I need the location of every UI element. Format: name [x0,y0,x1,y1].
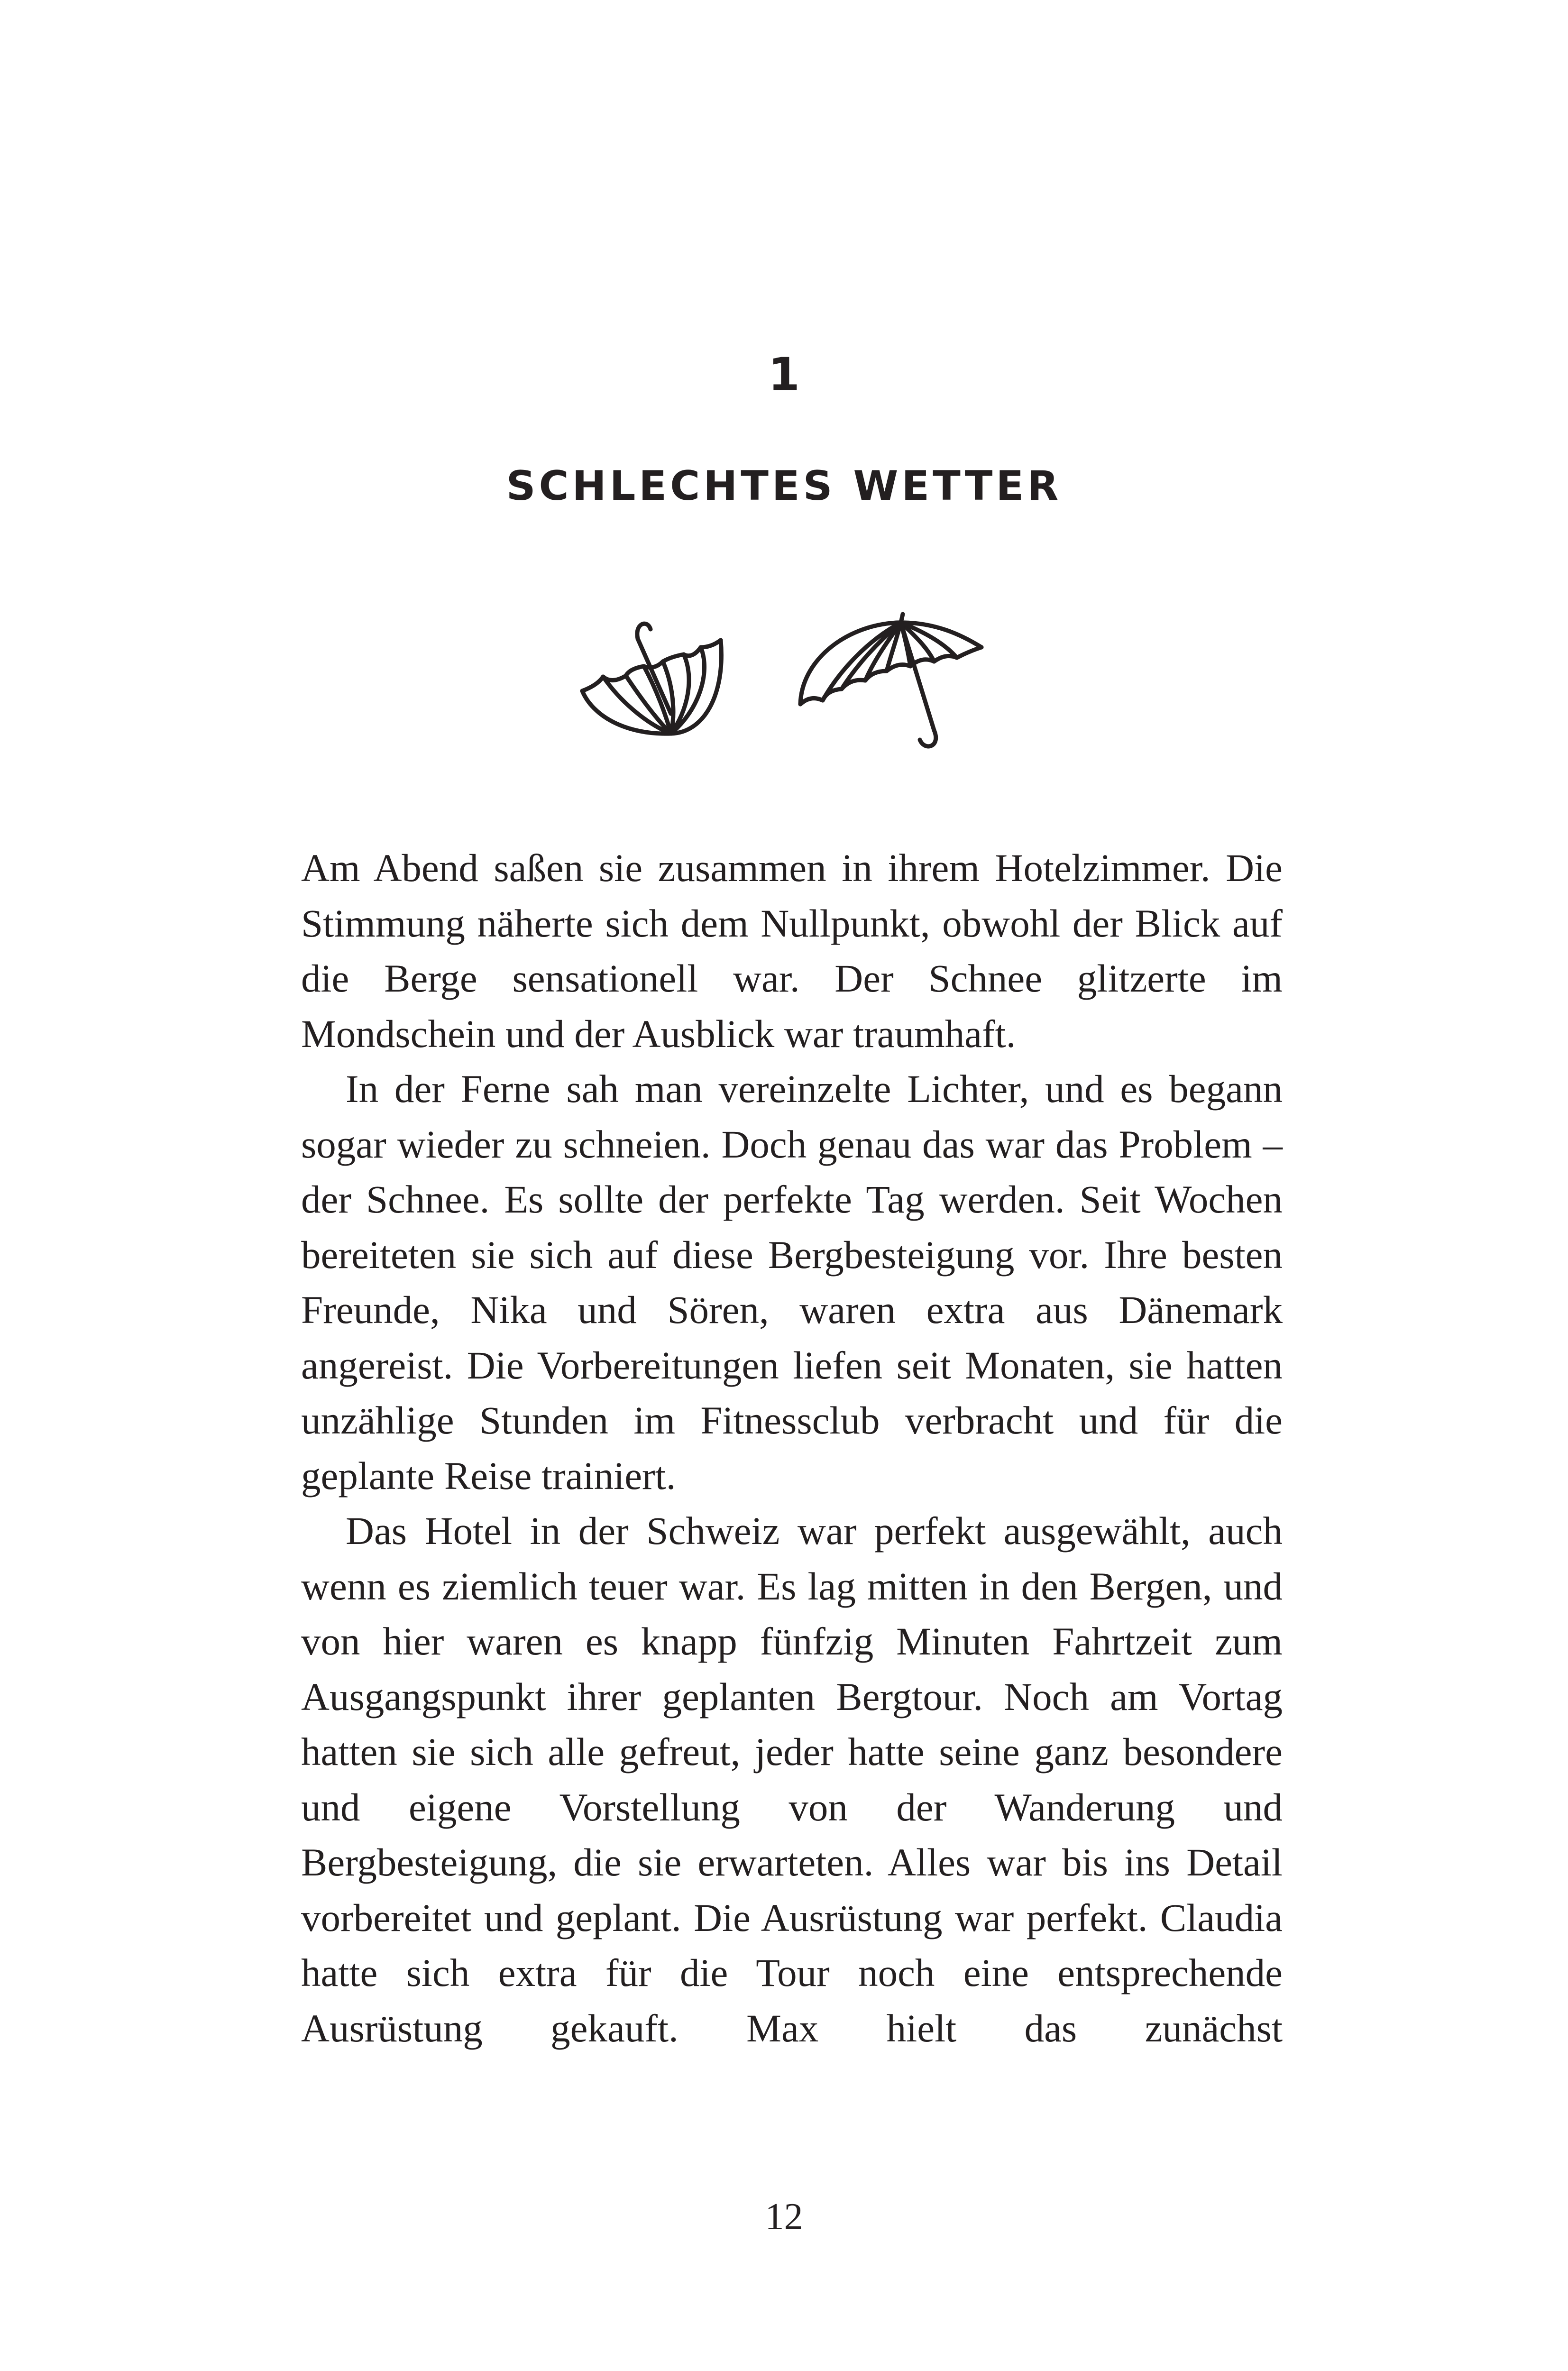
page-number: 12 [765,2196,803,2238]
paragraph: Das Hotel in der Schweiz war perfekt ausgewählt, auch wenn es ziemlich teuer war. Es lag mitten in den Bergen, und von hier waren es knapp fünfzig Minuten Fahrtzeit zum Ausgangspunkt ihrer geplanten Bergtour. Noch am Vortag hatten sie sich alle gefreut, jeder hatte seine ganz besondere und eigene Vorstellung von der Wanderung und Bergbesteigung, die sie erwarteten. Alles war bis ins Detail vorbereitet und geplant. Die Ausrüstung war perfekt. Claudia hatte sich extra für die Tour noch eine entsprechende Ausrüstung gekauft. Max hielt das zunächst [301,1509,1283,2050]
umbrella-ornament [574,595,1010,775]
umbrella-icon [800,614,981,746]
chapter-number: 1 [768,348,800,401]
paragraph: Am Abend saßen sie zusammen in ihrem Hotelzimmer. Die Stimmung näherte sich dem Nullpunkt, obwohl der Blick auf die Berge sensationell war. Der Schnee glitzerte im Mondschein und der Ausblick war traumhaft. [301,846,1283,1056]
umbrella-upside-down-icon [582,624,721,734]
chapter-body [301,840,1283,2056]
chapter-title: SCHLECHTES WETTER [506,462,1062,510]
paragraph: In der Ferne sah man vereinzelte Lichter, und es begann sogar wieder zu schneien. Doch genau das war das Problem – der Schnee. Es sollte der perfekte Tag werden. Seit Wochen bereiteten sie sich auf diese Bergbesteigung vor. Ihre besten Freunde, Nika und Sören, waren extra aus Dänemark angereist. Die Vorbereitungen liefen seit Monaten, sie hatten unzählige Stunden im Fitnessclub verbracht und für die geplante Reise trainiert. [301,1067,1283,1498]
